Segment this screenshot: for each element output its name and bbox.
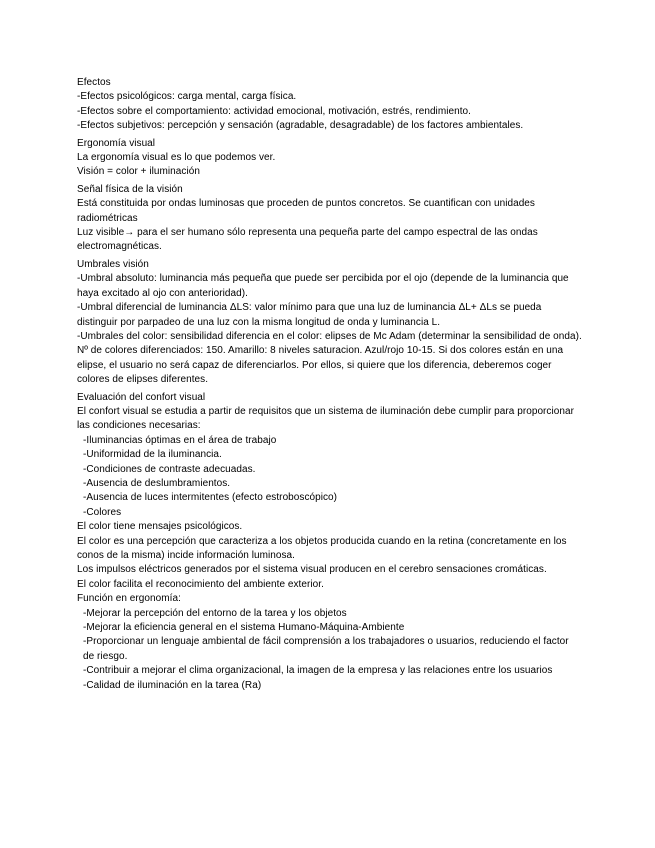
list-item: -Uniformidad de la iluminancia.	[83, 449, 222, 461]
list-item: -Mejorar la eficiencia general en el sistema Humano-Máquina-Ambiente	[83, 622, 405, 634]
document-section	[77, 391, 582, 694]
list-item: -Mejorar la percepción del entorno de la tarea y los objetos	[83, 607, 347, 619]
section-heading: Señal física de la visión	[77, 183, 183, 195]
paragraph-line: -Efectos subjetivos: percepción y sensación (agradable, desagradable) de los factores ambientales.	[77, 120, 524, 132]
paragraph-line: -Umbral diferencial de luminancia ΔLS: valor mínimo para que una luz de luminancia ΔL+ ΔLs se pueda distinguir por parpadeo de una luz con la misma longitud de onda y luminancia L.	[77, 302, 542, 328]
section-heading: Umbrales visión	[77, 258, 149, 270]
list-item: -Contribuir a mejorar el clima organizacional, la imagen de la empresa y las relaciones entre los usuarios	[83, 665, 553, 677]
paragraph-line: -Umbral absoluto: luminancia más pequeña que puede ser percibida por el ojo (depende de la luminancia que haya excitado al ojo con anterioridad).	[77, 273, 569, 299]
paragraph-line: Los impulsos eléctricos generados por el sistema visual producen en el cerebro sensaciones cromáticas.	[77, 564, 547, 576]
paragraph-line: Función en ergonomía:	[77, 593, 181, 605]
paragraph-line: El color es una percepción que caracteriza a los objetos producida cuando en la retina (concretamente en los conos de la misma) incide información luminosa.	[77, 535, 567, 561]
paragraph-line: Visión = color + iluminación	[77, 166, 200, 178]
paragraph-line: El confort visual se estudia a partir de requisitos que un sistema de iluminación debe cumplir para proporcionar las condiciones necesarias:	[77, 405, 574, 432]
list-item: -Ausencia de deslumbramientos.	[83, 477, 231, 489]
section-heading: Efectos	[77, 77, 111, 88]
list-item: -Ausencia de luces intermitentes (efecto estroboscópico)	[83, 492, 338, 504]
document-section	[77, 137, 582, 180]
paragraph-line: -Umbrales del color: sensibilidad diferencia en el color: elipses de Mc Adam (determinar la sensibilidad de onda). Nº de colores diferenciados: 150. Amarillo: 8 niveles saturacion. Azul/rojo 10-15. Si dos colores están en una elipse, el usuario no será capaz de diferenciarlos. Por ellos, si quiere que los diferencia, deberemos coger colores de elipses diferentes.	[77, 330, 582, 386]
paragraph-line: Luz visible→ para el ser humano sólo representa una pequeña parte del campo espectral de las ondas electromagnéticas.	[77, 227, 538, 253]
list-item: -Iluminancias óptimas en el área de trabajo	[83, 434, 277, 446]
paragraph-line: -Efectos psicológicos: carga mental, carga física.	[77, 91, 297, 103]
paragraph-line: La ergonomía visual es lo que podemos ver.	[77, 152, 276, 164]
document-section	[77, 258, 582, 388]
document-section	[77, 183, 582, 255]
document-page	[77, 76, 582, 696]
paragraph-line: Está constituida por ondas luminosas que proceden de puntos concretos. Se cuantifican con unidades radiométricas	[77, 198, 535, 224]
list-item: -Calidad de iluminación en la tarea (Ra)	[83, 679, 262, 691]
section-heading: Evaluación del confort visual	[77, 391, 206, 403]
paragraph-line: El color tiene mensajes psicológicos.	[77, 521, 243, 533]
document-section	[77, 76, 582, 134]
paragraph-line: -Efectos sobre el comportamiento: actividad emocional, motivación, estrés, rendimiento.	[77, 105, 471, 117]
list-item: -Colores	[83, 506, 122, 518]
list-item: -Condiciones de contraste adecuadas.	[83, 463, 256, 475]
section-heading: Ergonomía visual	[77, 137, 156, 149]
list-item: -Proporcionar un lenguaje ambiental de fácil comprensión a los trabajadores o usuarios, reduciendo el factor de riesgo.	[83, 636, 569, 662]
paragraph-line: El color facilita el reconocimiento del ambiente exterior.	[77, 578, 324, 590]
